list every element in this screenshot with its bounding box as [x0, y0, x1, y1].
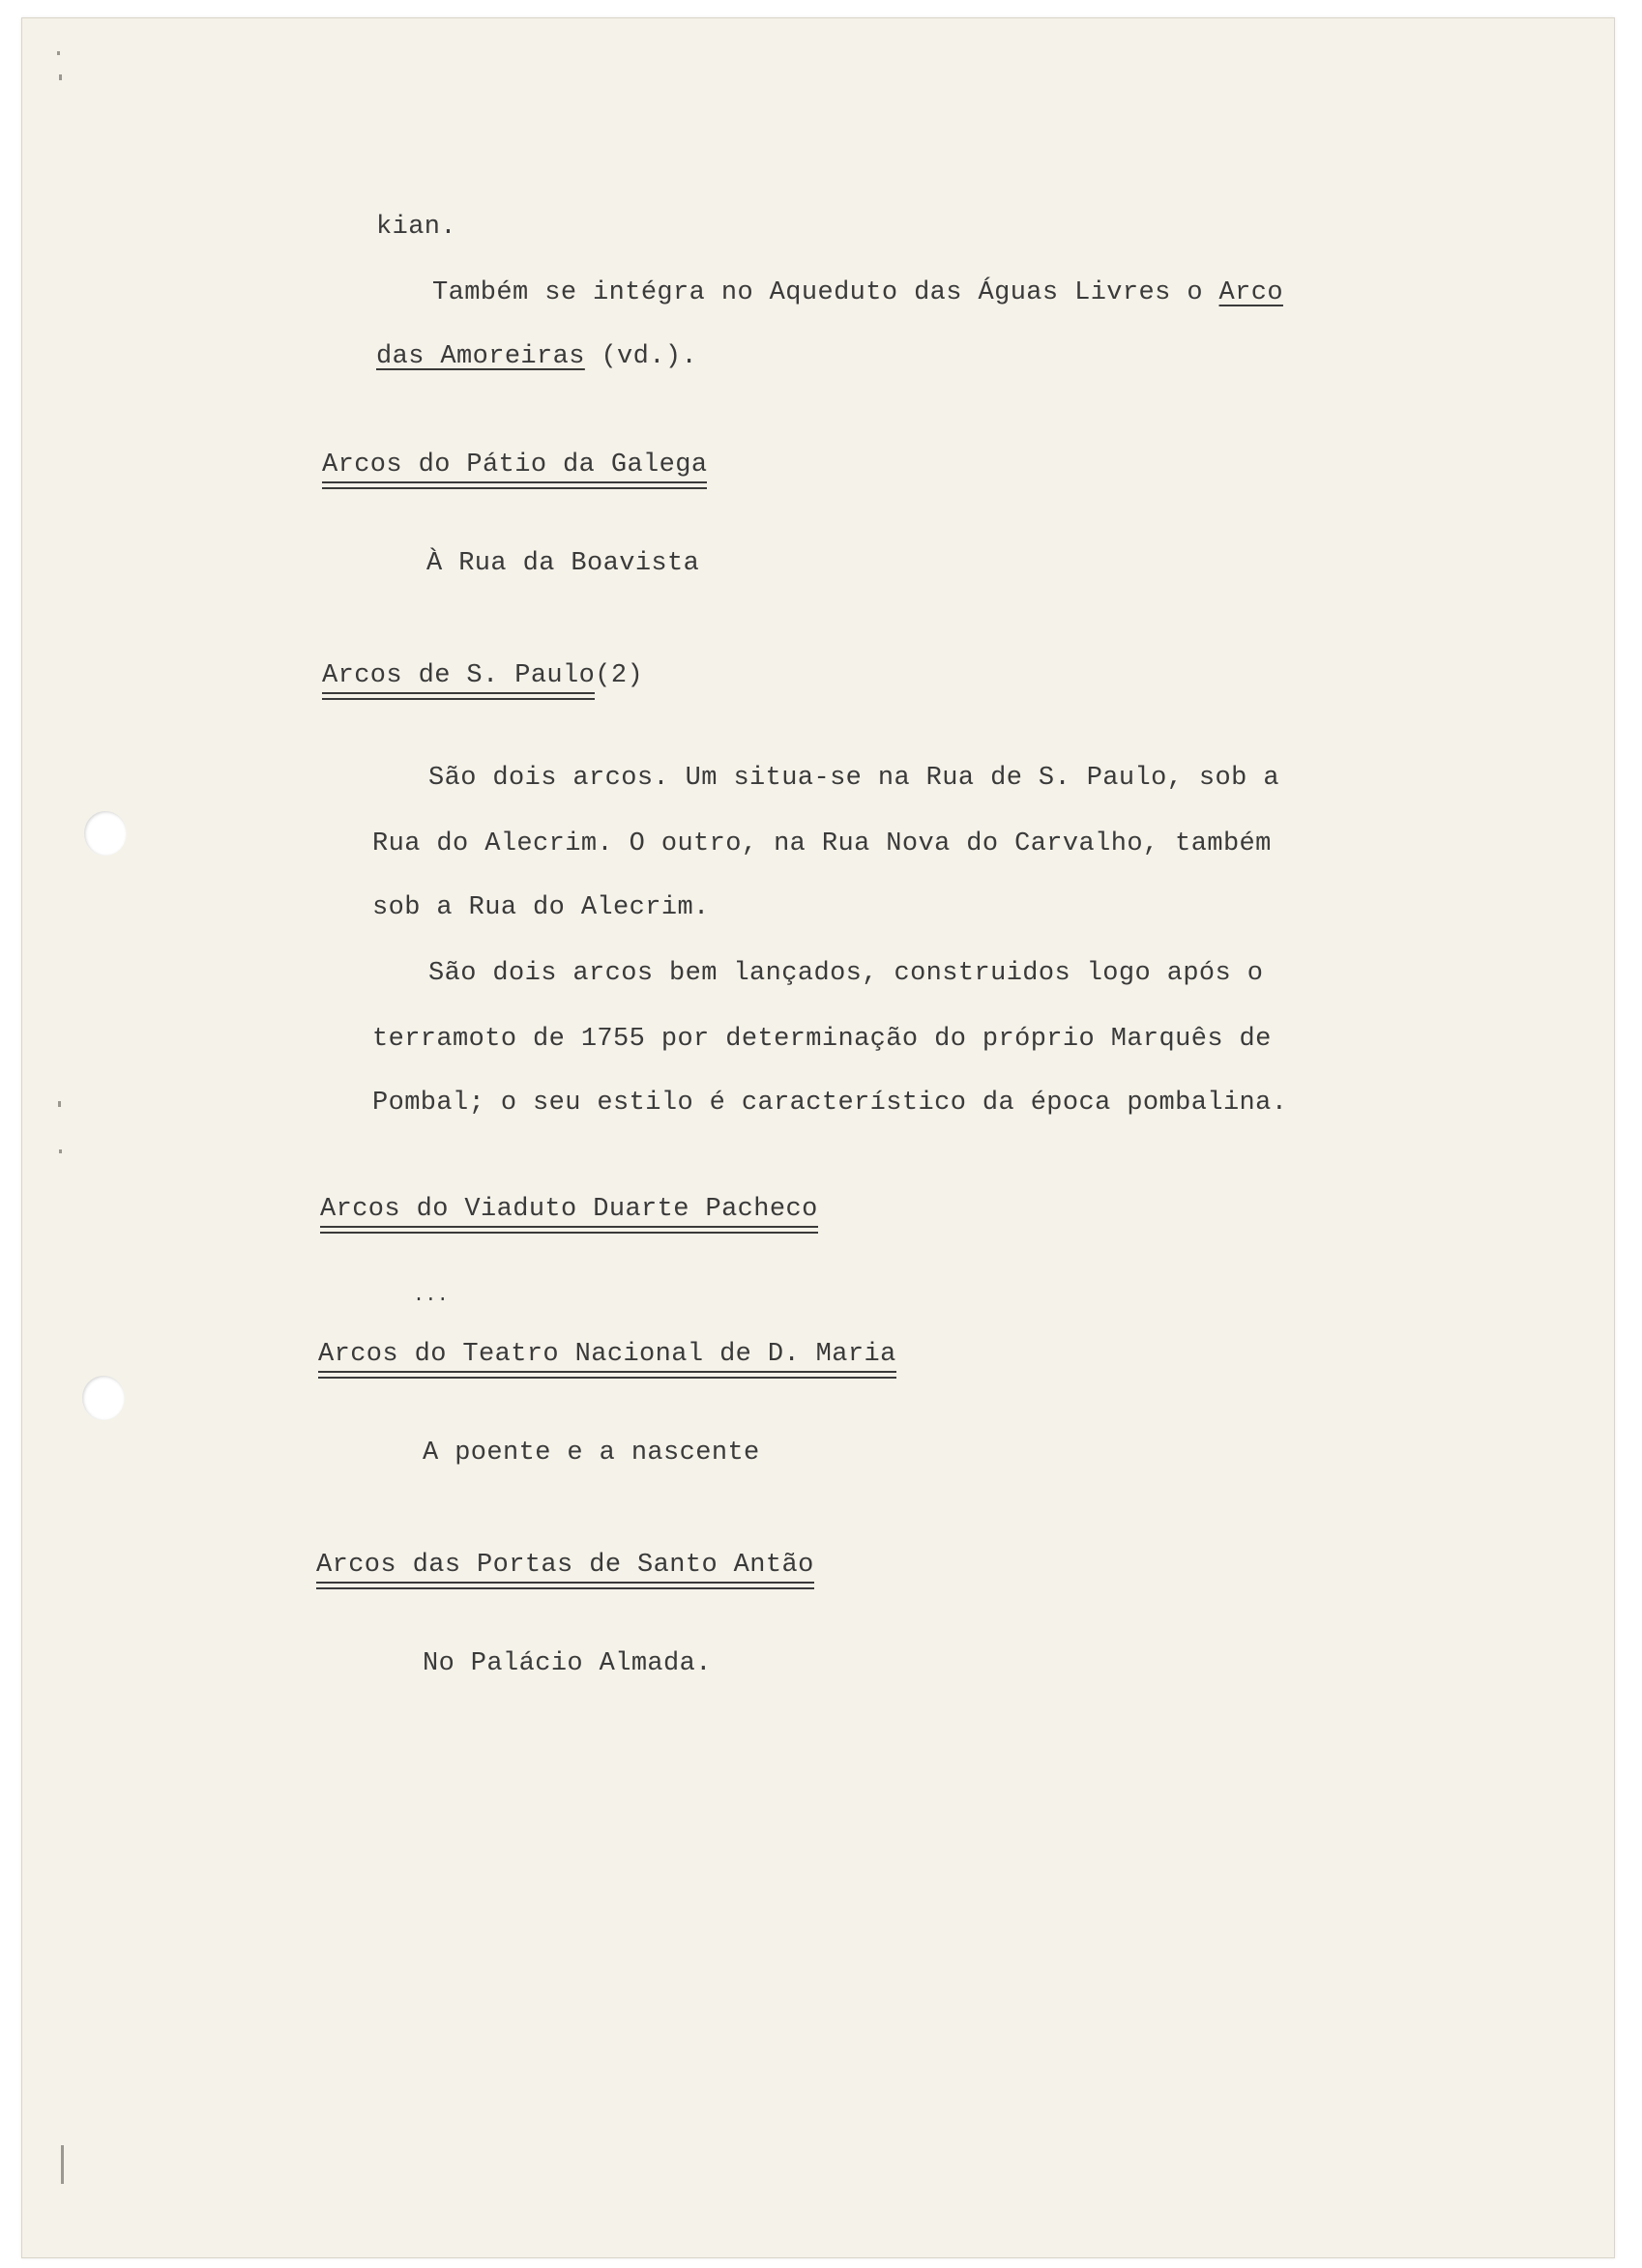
- edge-mark: [59, 1149, 62, 1153]
- text-line: A poente e a nascente: [423, 1439, 760, 1468]
- edge-mark: [57, 51, 60, 55]
- text-line: À Rua da Boavista: [426, 549, 700, 578]
- text-line: São dois arcos. Um situa-se na Rua de S. Paulo, sob a: [428, 764, 1279, 793]
- text-line: Rua do Alecrim. O outro, na Rua Nova do Carvalho, também: [372, 829, 1272, 858]
- text-line: Pombal; o seu estilo é característico da época pombalina.: [372, 1089, 1288, 1118]
- footnote-marker: (2): [595, 661, 644, 690]
- punch-hole-lower: [82, 1376, 125, 1420]
- cross-reference: das Amoreiras: [376, 342, 585, 371]
- text-line: kian.: [376, 213, 457, 242]
- section-heading: Arcos do Viaduto Duarte Pacheco: [320, 1194, 818, 1228]
- text-fragment: Também se intégra no Aqueduto das Águas Livres o: [432, 278, 1219, 307]
- text-line: sob a Rua do Alecrim.: [372, 893, 710, 922]
- text-line: No Palácio Almada.: [423, 1649, 712, 1678]
- section-heading: Arcos do Pátio da Galega: [322, 450, 707, 483]
- text-line: [432, 277, 1283, 308]
- text-fragment: (vd.).: [584, 342, 698, 371]
- paper-sheet: [21, 17, 1615, 2258]
- text-line: terramoto de 1755 por determinação do próprio Marquês de: [372, 1025, 1272, 1054]
- section-heading: Arcos de S. Paulo(2): [322, 660, 643, 694]
- text-line: [376, 341, 697, 372]
- edge-mark: [58, 1101, 61, 1107]
- punch-hole-upper: [84, 811, 127, 856]
- edge-mark: [61, 2145, 64, 2184]
- text-line: São dois arcos bem lançados, construidos logo após o: [428, 959, 1264, 988]
- section-heading: Arcos do Teatro Nacional de D. Maria: [318, 1339, 896, 1373]
- edge-mark: [59, 74, 62, 80]
- ellipsis-line: ...: [413, 1285, 450, 1307]
- cross-reference: Arco: [1218, 278, 1283, 307]
- section-heading: Arcos das Portas de Santo Antão: [316, 1550, 814, 1584]
